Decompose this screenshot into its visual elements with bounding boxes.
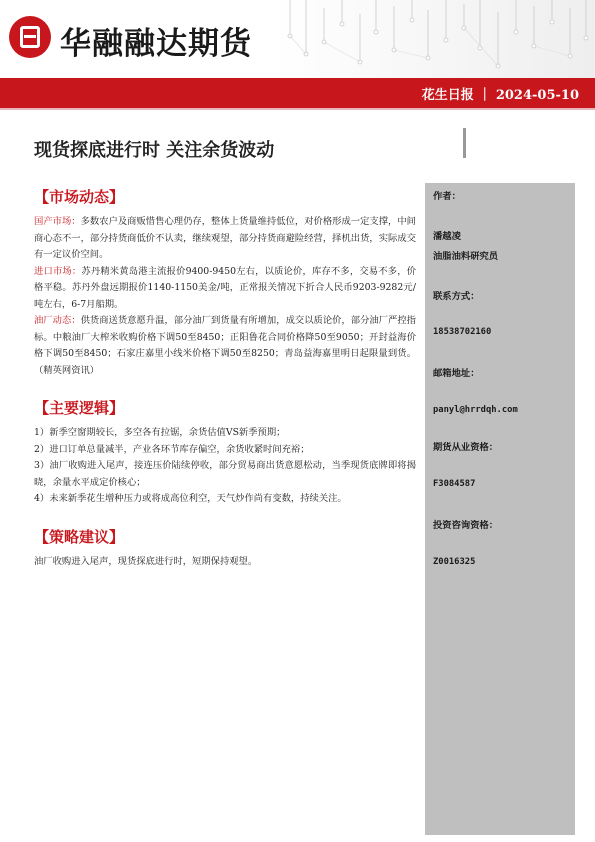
main-content — [34, 186, 416, 570]
futures-qualification-label: 期货从业资格： — [433, 442, 499, 453]
company-name: 华融融达期货 — [60, 26, 252, 62]
import-market-paragraph — [34, 264, 416, 314]
title-divider — [463, 128, 466, 158]
strategy-heading: 【策略建议】 — [34, 527, 125, 546]
strategy-text: 油厂收购进入尾声，现货探底进行时，短期保持观望。 — [34, 555, 258, 567]
page-title: 现货探底进行时 关注余货波动 — [34, 140, 275, 161]
header-decoration — [272, 0, 595, 78]
mill-dynamics-paragraph — [34, 313, 416, 379]
logic-item: 1）新季空窗期较长，多空各有拉锯，余货估值VS新季预期； — [34, 427, 286, 438]
domestic-market-paragraph — [34, 214, 416, 264]
import-market-text: 苏丹精米黄岛港主流报价9400-9450左右，以质论价，库存不多，交易不多，价格平稳。苏丹外盘远期报价1140-1150美金/吨，正常报关情况下折合人民币9203-9282元/吨左右，6-7月船期。 — [34, 265, 416, 310]
mill-dynamics-text: 供货商送货意愿升温，部分油厂到货量有所增加，成交以质论价，部分油厂严控指标。中粮油厂大榨米收购价格下调50至8450；正阳鲁花合同价格降50至9050；开封益海价格下调50至8450；石家庄嘉里小线米价格下调50至8250；青岛益海嘉里明日起限量到货。（精英网资讯） — [34, 315, 416, 376]
logic-heading: 【主要逻辑】 — [34, 399, 125, 417]
contact-label: 联系方式： — [433, 291, 480, 302]
mill-dynamics-lead: 油厂动态： — [34, 315, 81, 326]
phone-number: 18538702160 — [433, 327, 492, 337]
domestic-market-text: 多数农户及商贩惜售心理仍存，整体上货量维持低位，对价格形成一定支撑，中间商心态不一，部分持货商低价不认卖，继续观望，部分持货商避险经营，择机出货，实际成交有一定议价空间。 — [34, 216, 416, 260]
logic-item: 2）进口订单总量减半，产业各环节库存偏空，余货收紧时间充裕； — [34, 443, 310, 455]
author-name: 潘越凌 — [433, 231, 461, 242]
consult-qualification-label: 投资咨询资格： — [433, 520, 499, 531]
logic-item: 3）油厂收购进入尾声，接连压价陆续停收，部分贸易商出货意愿松动，当季现货底牌即将揭晓，余量水平成定价核心； — [34, 460, 416, 488]
header — [0, 0, 595, 78]
author-role: 油脂油料研究员 — [433, 251, 499, 262]
market-heading: 【市场动态】 — [34, 188, 125, 206]
domestic-market-lead: 国产市场： — [34, 216, 81, 227]
report-label: 花生日报 ｜ 2024-05-10 — [421, 88, 579, 103]
author-label: 作者： — [433, 191, 461, 202]
company-logo-icon — [9, 16, 51, 58]
import-market-lead: 进口市场： — [34, 265, 82, 277]
consult-qualification: Z0016325 — [433, 557, 476, 567]
email-address[interactable]: panyl@hrrdqh.com — [433, 405, 518, 415]
futures-qualification: F3084587 — [433, 479, 476, 489]
logic-item: 4）未来新季花生增种压力或将成高位利空，天气炒作尚有变数，持续关注。 — [34, 493, 347, 504]
email-label: 邮箱地址： — [433, 368, 480, 379]
author-sidebar — [425, 183, 575, 835]
report-bar-underline — [0, 108, 595, 110]
